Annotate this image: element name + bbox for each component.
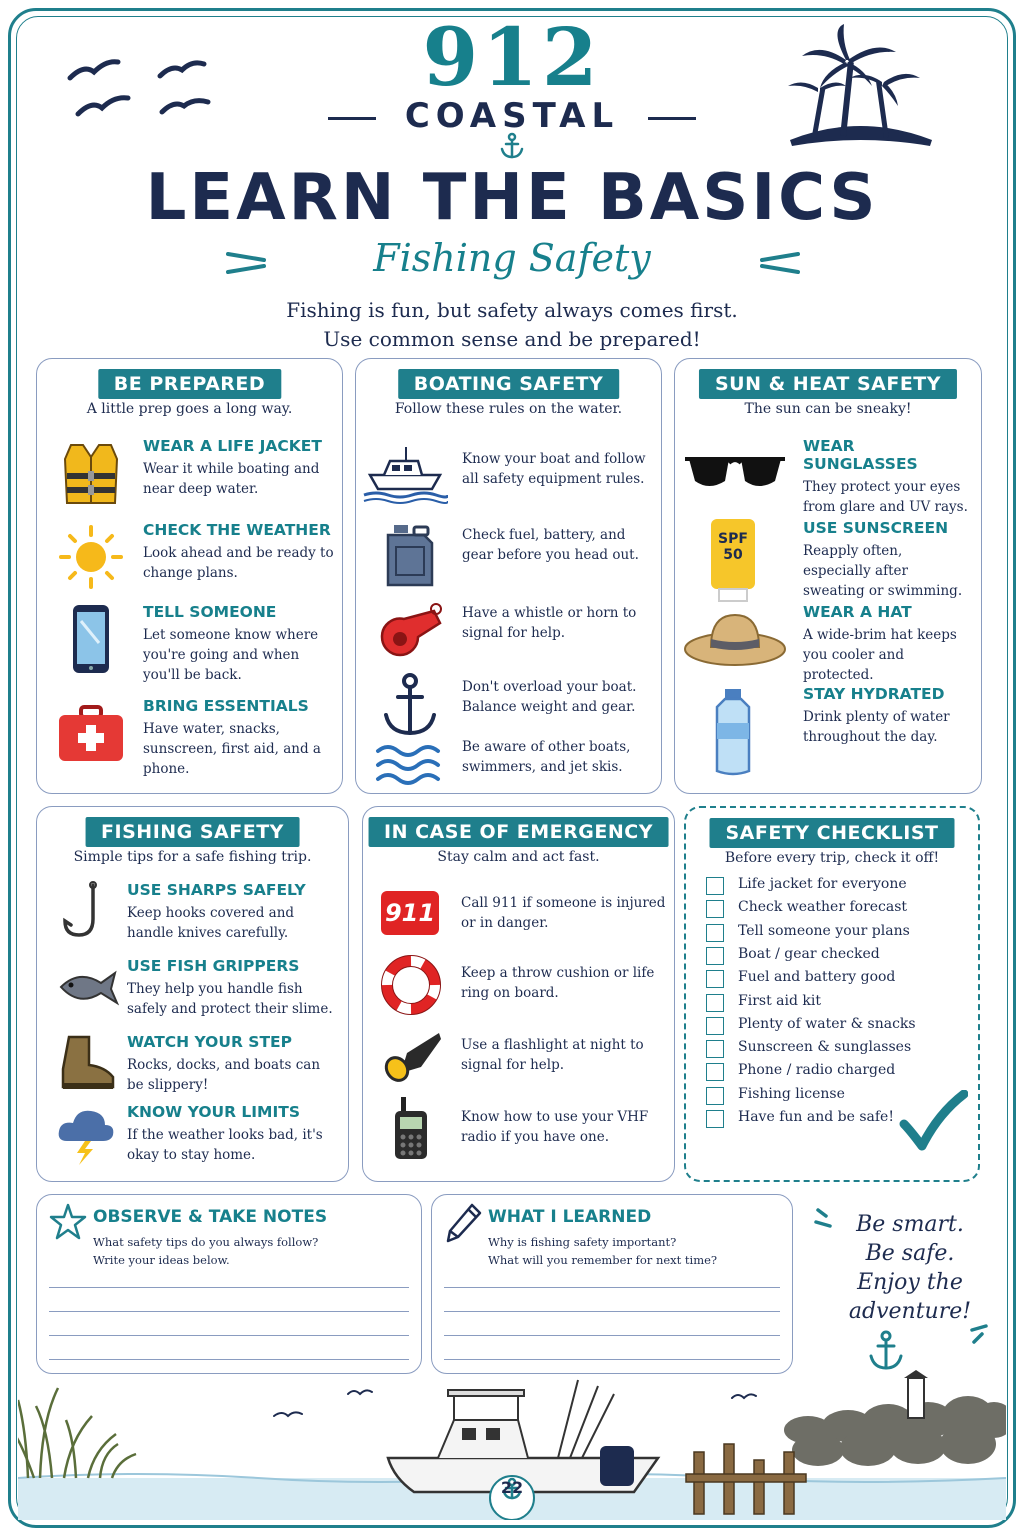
- fishing-safety-panel: [36, 806, 349, 1182]
- boating-safety-title: BOATING SAFETY: [398, 369, 620, 399]
- item-heading: WEAR A LIFE JACKET: [143, 437, 322, 455]
- fishing-safety-subtitle: Simple tips for a safe fishing trip.: [73, 849, 312, 865]
- writing-line[interactable]: [49, 1287, 409, 1288]
- closing-line-3: Enjoy the: [857, 1270, 963, 1295]
- item-text: Know how to use your VHF radio if you have one.: [461, 1109, 649, 1145]
- checklist-item-label: Life jacket for everyone: [738, 876, 907, 892]
- checkmark-icon: [898, 1090, 968, 1154]
- intro-line-1: Fishing is fun, but safety always comes first.: [286, 298, 738, 322]
- checklist-item-label: First aid kit: [738, 992, 821, 1009]
- checklist-item-label: Fishing license: [738, 1085, 845, 1102]
- learned-question-1: Why is fishing safety important?: [488, 1235, 677, 1249]
- sunglasses-icon: [683, 437, 787, 509]
- boat-icon: [362, 435, 448, 507]
- checkbox[interactable]: [706, 1087, 724, 1105]
- item-heading: USE SUNSCREEN: [803, 519, 949, 537]
- writing-line[interactable]: [49, 1335, 409, 1336]
- intro-line-2: Use common sense and be prepared!: [323, 327, 701, 351]
- sun-heat-panel: [674, 358, 982, 794]
- checklist-item-label: Fuel and battery good: [738, 969, 896, 986]
- boating-safety-panel: [355, 358, 662, 794]
- item-text: A wide-brim hat keeps you cooler and protected.: [803, 627, 957, 683]
- checklist-item-label: Sunscreen & sunglasses: [738, 1039, 912, 1056]
- be-prepared-panel: [36, 358, 343, 794]
- fish-icon: [55, 957, 119, 1017]
- item-heading: USE SHARPS SAFELY: [127, 881, 306, 899]
- checklist-item-label: Check weather forecast: [738, 899, 908, 916]
- checklist-item-label: Boat / gear checked: [738, 945, 880, 962]
- checkbox[interactable]: [706, 1110, 724, 1128]
- item-text: They help you handle fish safely and protect their slime.: [127, 981, 333, 1017]
- emergency-title: IN CASE OF EMERGENCY: [368, 817, 669, 847]
- anchor-icon: [866, 1330, 906, 1372]
- item-heading: USE FISH GRIPPERS: [127, 957, 300, 975]
- phone-icon: [55, 603, 127, 675]
- notes-panel: [36, 1194, 422, 1374]
- life-ring-icon: [381, 955, 441, 1015]
- checkbox[interactable]: [706, 900, 724, 918]
- item-heading: CHECK THE WEATHER: [143, 521, 331, 539]
- life-jacket-icon: [55, 437, 127, 509]
- item-text: Have water, snacks, sunscreen, first aid, and a phone.: [143, 721, 321, 777]
- safety-checklist-panel: [684, 806, 980, 1182]
- waves-icon: [374, 731, 446, 803]
- closing-line-1: Be smart.: [856, 1212, 964, 1237]
- item-text: Rocks, docks, and boats can be slippery!: [127, 1057, 321, 1093]
- hat-icon: [683, 603, 787, 675]
- checklist-title: SAFETY CHECKLIST: [710, 818, 955, 848]
- item-text: Don't overload your boat. Balance weight and gear.: [462, 679, 637, 715]
- item-text: Reapply often, especially after sweating or swimming.: [803, 543, 963, 599]
- first-aid-kit-icon: [55, 697, 127, 769]
- page-title: LEARN THE BASICS: [145, 161, 879, 235]
- item-text: If the weather looks bad, it's okay to stay home.: [127, 1127, 323, 1163]
- writing-line[interactable]: [444, 1287, 780, 1288]
- storm-cloud-icon: [55, 1103, 117, 1165]
- intro-text: [0, 296, 1024, 354]
- item-text: Call 911 if someone is injured or in danger.: [461, 895, 666, 931]
- checkbox[interactable]: [706, 924, 724, 942]
- flourish-right-icon: [758, 248, 802, 278]
- learned-title: WHAT I LEARNED: [488, 1207, 652, 1227]
- emergency-subtitle: Stay calm and act fast.: [437, 849, 600, 865]
- hook-icon: [55, 881, 115, 941]
- accent-marks-right-icon: [968, 1320, 992, 1346]
- flashlight-icon: [381, 1027, 443, 1087]
- boot-icon: [55, 1033, 117, 1093]
- be-prepared-title: BE PREPARED: [98, 369, 281, 399]
- fuel-can-icon: [374, 521, 446, 593]
- header-number: 912: [422, 10, 602, 104]
- closing-line-2: Be safe.: [865, 1241, 955, 1266]
- item-text: Keep a throw cushion or life ring on board.: [461, 965, 655, 1001]
- checklist-subtitle: Before every trip, check it off!: [724, 850, 940, 866]
- radio-icon: [381, 1097, 441, 1161]
- item-heading: WEAR A HAT: [803, 603, 912, 621]
- water-bottle-icon: [697, 687, 769, 777]
- writing-line[interactable]: [444, 1335, 780, 1336]
- sun-icon: [55, 521, 127, 593]
- header-brand: COASTAL: [404, 96, 620, 136]
- learned-panel: [431, 1194, 793, 1374]
- page-number: 22: [500, 1478, 524, 1497]
- checkbox[interactable]: [706, 1017, 724, 1035]
- item-heading: TELL SOMEONE: [143, 603, 277, 621]
- whistle-icon: [374, 597, 446, 669]
- starfish-icon: [49, 1203, 87, 1241]
- item-text: Keep hooks covered and handle knives carefully.: [127, 905, 295, 941]
- item-heading: KNOW YOUR LIMITS: [127, 1103, 300, 1121]
- spf-label: SPF 50: [718, 531, 748, 563]
- fishing-safety-title: FISHING SAFETY: [85, 817, 300, 847]
- closing-message: [820, 1210, 1000, 1326]
- boating-safety-subtitle: Follow these rules on the water.: [394, 401, 623, 417]
- notes-question-1: What safety tips do you always follow?: [93, 1235, 319, 1249]
- item-text: Use a flashlight at night to signal for help.: [461, 1037, 644, 1073]
- writing-line[interactable]: [49, 1359, 409, 1360]
- closing-line-4: adventure!: [848, 1299, 972, 1324]
- item-heading: BRING ESSENTIALS: [143, 697, 309, 715]
- page-subtitle: Fishing Safety: [373, 236, 651, 280]
- checkbox[interactable]: [706, 1040, 724, 1058]
- item-text: Look ahead and be ready to change plans.: [143, 545, 334, 581]
- item-text: Be aware of other boats, swimmers, and jet skis.: [462, 739, 631, 775]
- checkbox[interactable]: [706, 994, 724, 1012]
- checklist-item-label: Plenty of water & snacks: [738, 1015, 916, 1032]
- checkbox[interactable]: [706, 947, 724, 965]
- item-text: Have a whistle or horn to signal for help.: [462, 605, 637, 641]
- learned-question-2: What will you remember for next time?: [488, 1253, 718, 1267]
- sun-heat-title: SUN & HEAT SAFETY: [699, 369, 957, 399]
- item-text: Let someone know where you're going and when you'll be back.: [143, 627, 319, 683]
- item-text: Drink plenty of water throughout the day.: [803, 709, 950, 745]
- item-text: They protect your eyes from glare and UV rays.: [803, 479, 968, 515]
- emergency-panel: [362, 806, 675, 1182]
- anchor-icon: [498, 132, 526, 160]
- 911-icon: 911: [381, 891, 439, 935]
- item-text: Wear it while boating and near deep water.: [143, 461, 320, 497]
- item-text: Check fuel, battery, and gear before you head out.: [462, 527, 639, 563]
- item-heading: WATCH YOUR STEP: [127, 1033, 292, 1051]
- pencil-icon: [446, 1203, 482, 1243]
- sun-heat-subtitle: The sun can be sneaky!: [744, 401, 912, 417]
- writing-line[interactable]: [444, 1311, 780, 1312]
- item-heading: WEAR SUNGLASSES: [803, 437, 918, 473]
- harbor-scene-illustration: [18, 1370, 1006, 1520]
- checkbox[interactable]: [706, 970, 724, 988]
- checklist-item-label: Have fun and be safe!: [738, 1109, 894, 1125]
- notes-question-2: Write your ideas below.: [93, 1253, 230, 1267]
- checkbox[interactable]: [706, 877, 724, 895]
- writing-line[interactable]: [444, 1359, 780, 1360]
- be-prepared-subtitle: A little prep goes a long way.: [86, 401, 293, 417]
- notes-title: OBSERVE & TAKE NOTES: [93, 1207, 328, 1227]
- item-heading: STAY HYDRATED: [803, 685, 945, 703]
- checklist-item-label: Tell someone your plans: [738, 922, 910, 939]
- item-text: Know your boat and follow all safety equipment rules.: [462, 451, 646, 487]
- checkbox[interactable]: [706, 1063, 724, 1081]
- writing-line[interactable]: [49, 1311, 409, 1312]
- checklist-item-label: Phone / radio charged: [738, 1062, 896, 1079]
